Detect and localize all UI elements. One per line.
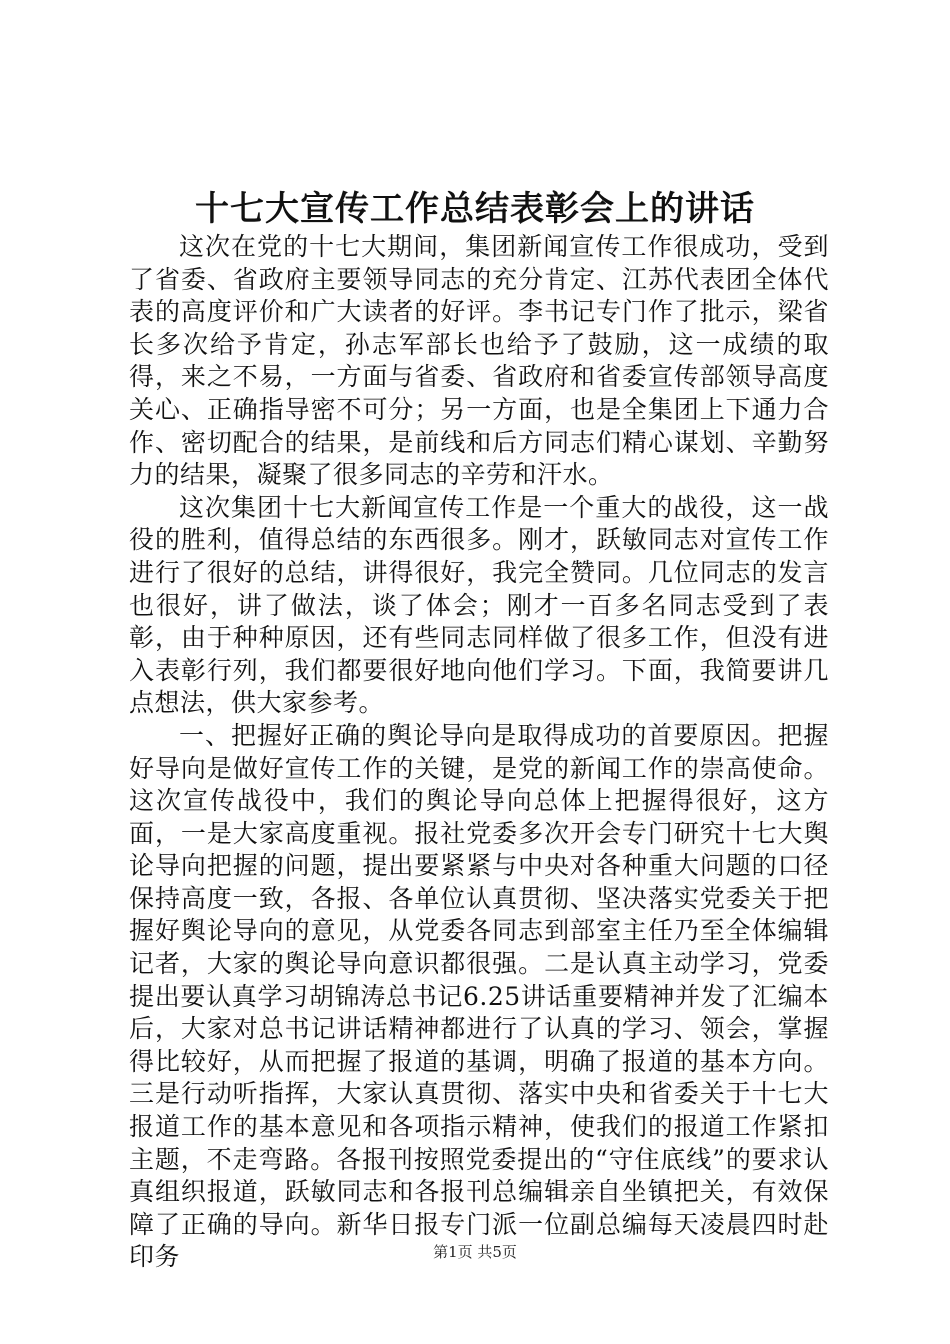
- paragraph-1: 这次在党的十七大期间，集团新闻宣传工作很成功，受到了省委、省政府主要领导同志的充分肯定、江苏代表团全体代表的高度评价和广大读者的好评。李书记专门作了批示，梁省长多次给予肯定，孙志军部长也给予了鼓励，这一成绩的取得，来之不易，一方面与省委、省政府和省委宣传部领导高度关心、正确指导密不可分；另一方面，也是全集团上下通力合作、密切配合的结果，是前线和后方同志们精心谋划、辛勤努力的结果，凝聚了很多同志的辛劳和汗水。: [129, 232, 829, 490]
- document-body: [129, 231, 829, 1274]
- document-title: 十七大宣传工作总结表彰会上的讲话: [195, 189, 755, 229]
- paragraph-3: 一、把握好正确的舆论导向是取得成功的首要原因。把握好导向是做好宣传工作的关键，是党的新闻工作的崇高使命。这次宣传战役中，我们的舆论导向总体上把握得很好，这方面，一是大家高度重视。报社党委多次开会专门研究十七大舆论导向把握的问题，提出要紧紧与中央对各种重大问题的口径保持高度一致，各报、各单位认真贯彻、坚决落实党委关于把握好舆论导向的意见，从党委各同志到部室主任乃至全体编辑记者，大家的舆论导向意识都很强。二是认真主动学习，党委提出要认真学习胡锦涛总书记6.25讲话重要精神并发了汇编本后，大家对总书记讲话精神都进行了认真的学习、领会，掌握得比较好，从而把握了报道的基调，明确了报道的基本方向。三是行动听指挥，大家认真贯彻、落实中央和省委关于十七大报道工作的基本意见和各项指示精神，使我们的报道工作紧扣主题，不走弯路。各报刊按照党委提出的“守住底线”的要求认真组织报道，跃敏同志和各报刊总编辑亲自坐镇把关，有效保障了正确的导向。新华日报专门派一位副总编每天凌晨四时赴印务: [129, 720, 829, 1272]
- paragraph-2: 这次集团十七大新闻宣传工作是一个重大的战役，这一战役的胜利，值得总结的东西很多。刚才，跃敏同志对宣传工作进行了很好的总结，讲得很好，我完全赞同。几位同志的发言也很好，讲了做法，谈了体会；刚才一百多名同志受到了表彰，由于种种原因，还有些同志同样做了很多工作，但没有进入表彰行列，我们都要很好地向他们学习。下面，我简要讲几点想法，供大家参考。: [129, 492, 829, 718]
- page-number: 第1页 共5页: [433, 1243, 517, 1261]
